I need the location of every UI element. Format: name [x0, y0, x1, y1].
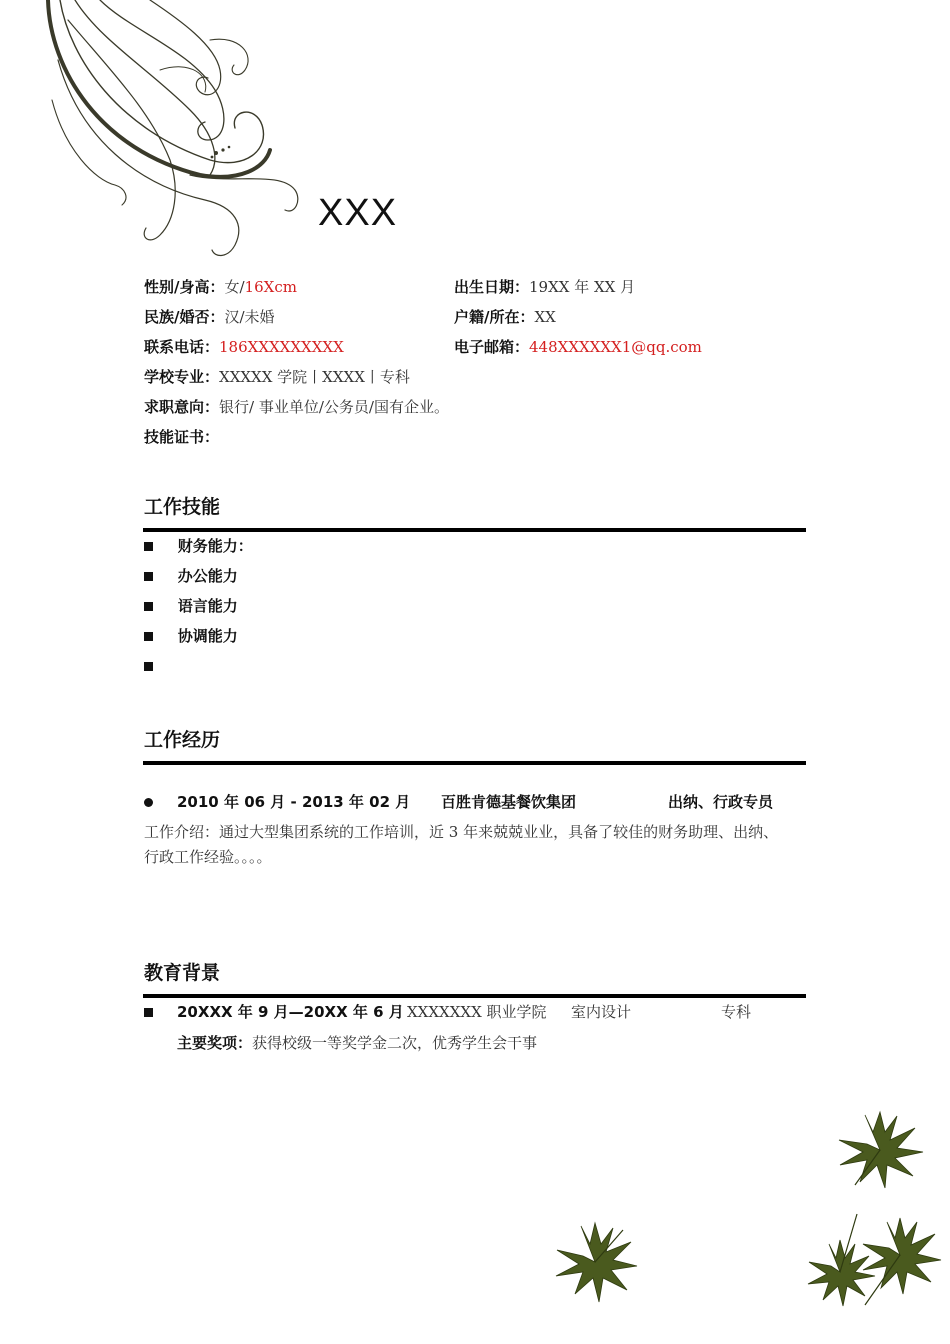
email-label: 电子邮箱： [454, 338, 530, 356]
education-period: 20XXX 年 9 月—20XX 年 6 月 [177, 1003, 404, 1021]
round-bullet-icon [144, 798, 153, 807]
education-school: XXXXXXX 职业学院 [407, 1003, 547, 1021]
skill-label: 办公能力 [177, 567, 238, 585]
leaf-ornament-icon [805, 1210, 945, 1310]
education-item [144, 1002, 153, 1022]
leaf-ornament-icon [835, 1110, 925, 1190]
skill-item [144, 596, 238, 616]
skill-item [144, 656, 173, 676]
birth-label: 出生日期： [454, 278, 530, 296]
experience-divider [143, 761, 806, 765]
hukou-label: 户籍/所在： [454, 308, 535, 326]
hukou-value: XX [534, 308, 556, 326]
award-value: 获得校级一等奖学金二次，优秀学生会干事 [252, 1034, 538, 1052]
square-bullet-icon [144, 602, 153, 611]
skill-item [144, 536, 253, 556]
phone-value: 186XXXXXXXXX [219, 338, 344, 356]
cert-row [144, 427, 219, 447]
gender-height-row [144, 277, 297, 297]
experience-role: 出纳、行政专员 [668, 793, 774, 811]
skills-divider [143, 528, 806, 532]
square-bullet-icon [144, 1008, 153, 1017]
school-row [144, 367, 410, 387]
ethnic-value: 汉/未婚 [224, 308, 275, 326]
skill-item [144, 626, 238, 646]
square-bullet-icon [144, 632, 153, 641]
experience-period: 2010 年 06 月 - 2013 年 02 月 [177, 793, 411, 811]
experience-desc-line2: 行政工作经验。。。。 [144, 848, 272, 866]
phone-label: 联系电话： [144, 338, 220, 356]
phone-row [144, 337, 344, 357]
skill-label: 协调能力 [177, 627, 238, 645]
school-value: XXXXX 学院丨XXXX丨专科 [219, 368, 410, 386]
intent-row [144, 397, 449, 417]
intent-value: 银行/ 事业单位/公务员/国有企业。 [219, 398, 449, 416]
experience-item [144, 792, 153, 812]
education-degree: 专科 [721, 1003, 752, 1021]
swirl-ornament-icon [40, 0, 310, 265]
cert-label: 技能证书： [144, 428, 220, 446]
skill-label: 语言能力 [177, 597, 238, 615]
experience-section-title: 工作经历 [144, 729, 221, 751]
square-bullet-icon [144, 662, 153, 671]
height-value: 16Xcm [244, 278, 297, 296]
education-divider [143, 994, 806, 998]
ethnic-label: 民族/婚否： [144, 308, 225, 326]
hukou-row [454, 307, 556, 327]
award-row [177, 1033, 537, 1053]
ethnic-row [144, 307, 275, 327]
email-value: 448XXXXXX1@qq.com [529, 338, 702, 356]
award-label: 主要奖项： [177, 1034, 253, 1052]
candidate-name: XXX [318, 192, 398, 234]
birth-row [454, 277, 635, 297]
gender-height-label: 性别/身高： [144, 278, 225, 296]
education-major: 室内设计 [571, 1003, 632, 1021]
skills-section-title: 工作技能 [144, 496, 221, 518]
gender-value: 女/ [224, 278, 245, 296]
experience-company: 百胜肯德基餐饮集团 [441, 793, 577, 811]
square-bullet-icon [144, 542, 153, 551]
birth-value: 19XX 年 XX 月 [529, 278, 636, 296]
email-row [454, 337, 702, 357]
skill-item [144, 566, 238, 586]
skill-label: 财务能力： [177, 537, 253, 555]
leaf-ornament-icon [553, 1220, 638, 1305]
education-section-title: 教育背景 [144, 962, 221, 984]
experience-desc-line1: 工作介绍：通过大型集团系统的工作培训，近 3 年来兢兢业业，具备了较佳的财务助理、出纳、 [144, 823, 779, 841]
square-bullet-icon [144, 572, 153, 581]
intent-label: 求职意向： [144, 398, 220, 416]
school-label: 学校专业： [144, 368, 220, 386]
